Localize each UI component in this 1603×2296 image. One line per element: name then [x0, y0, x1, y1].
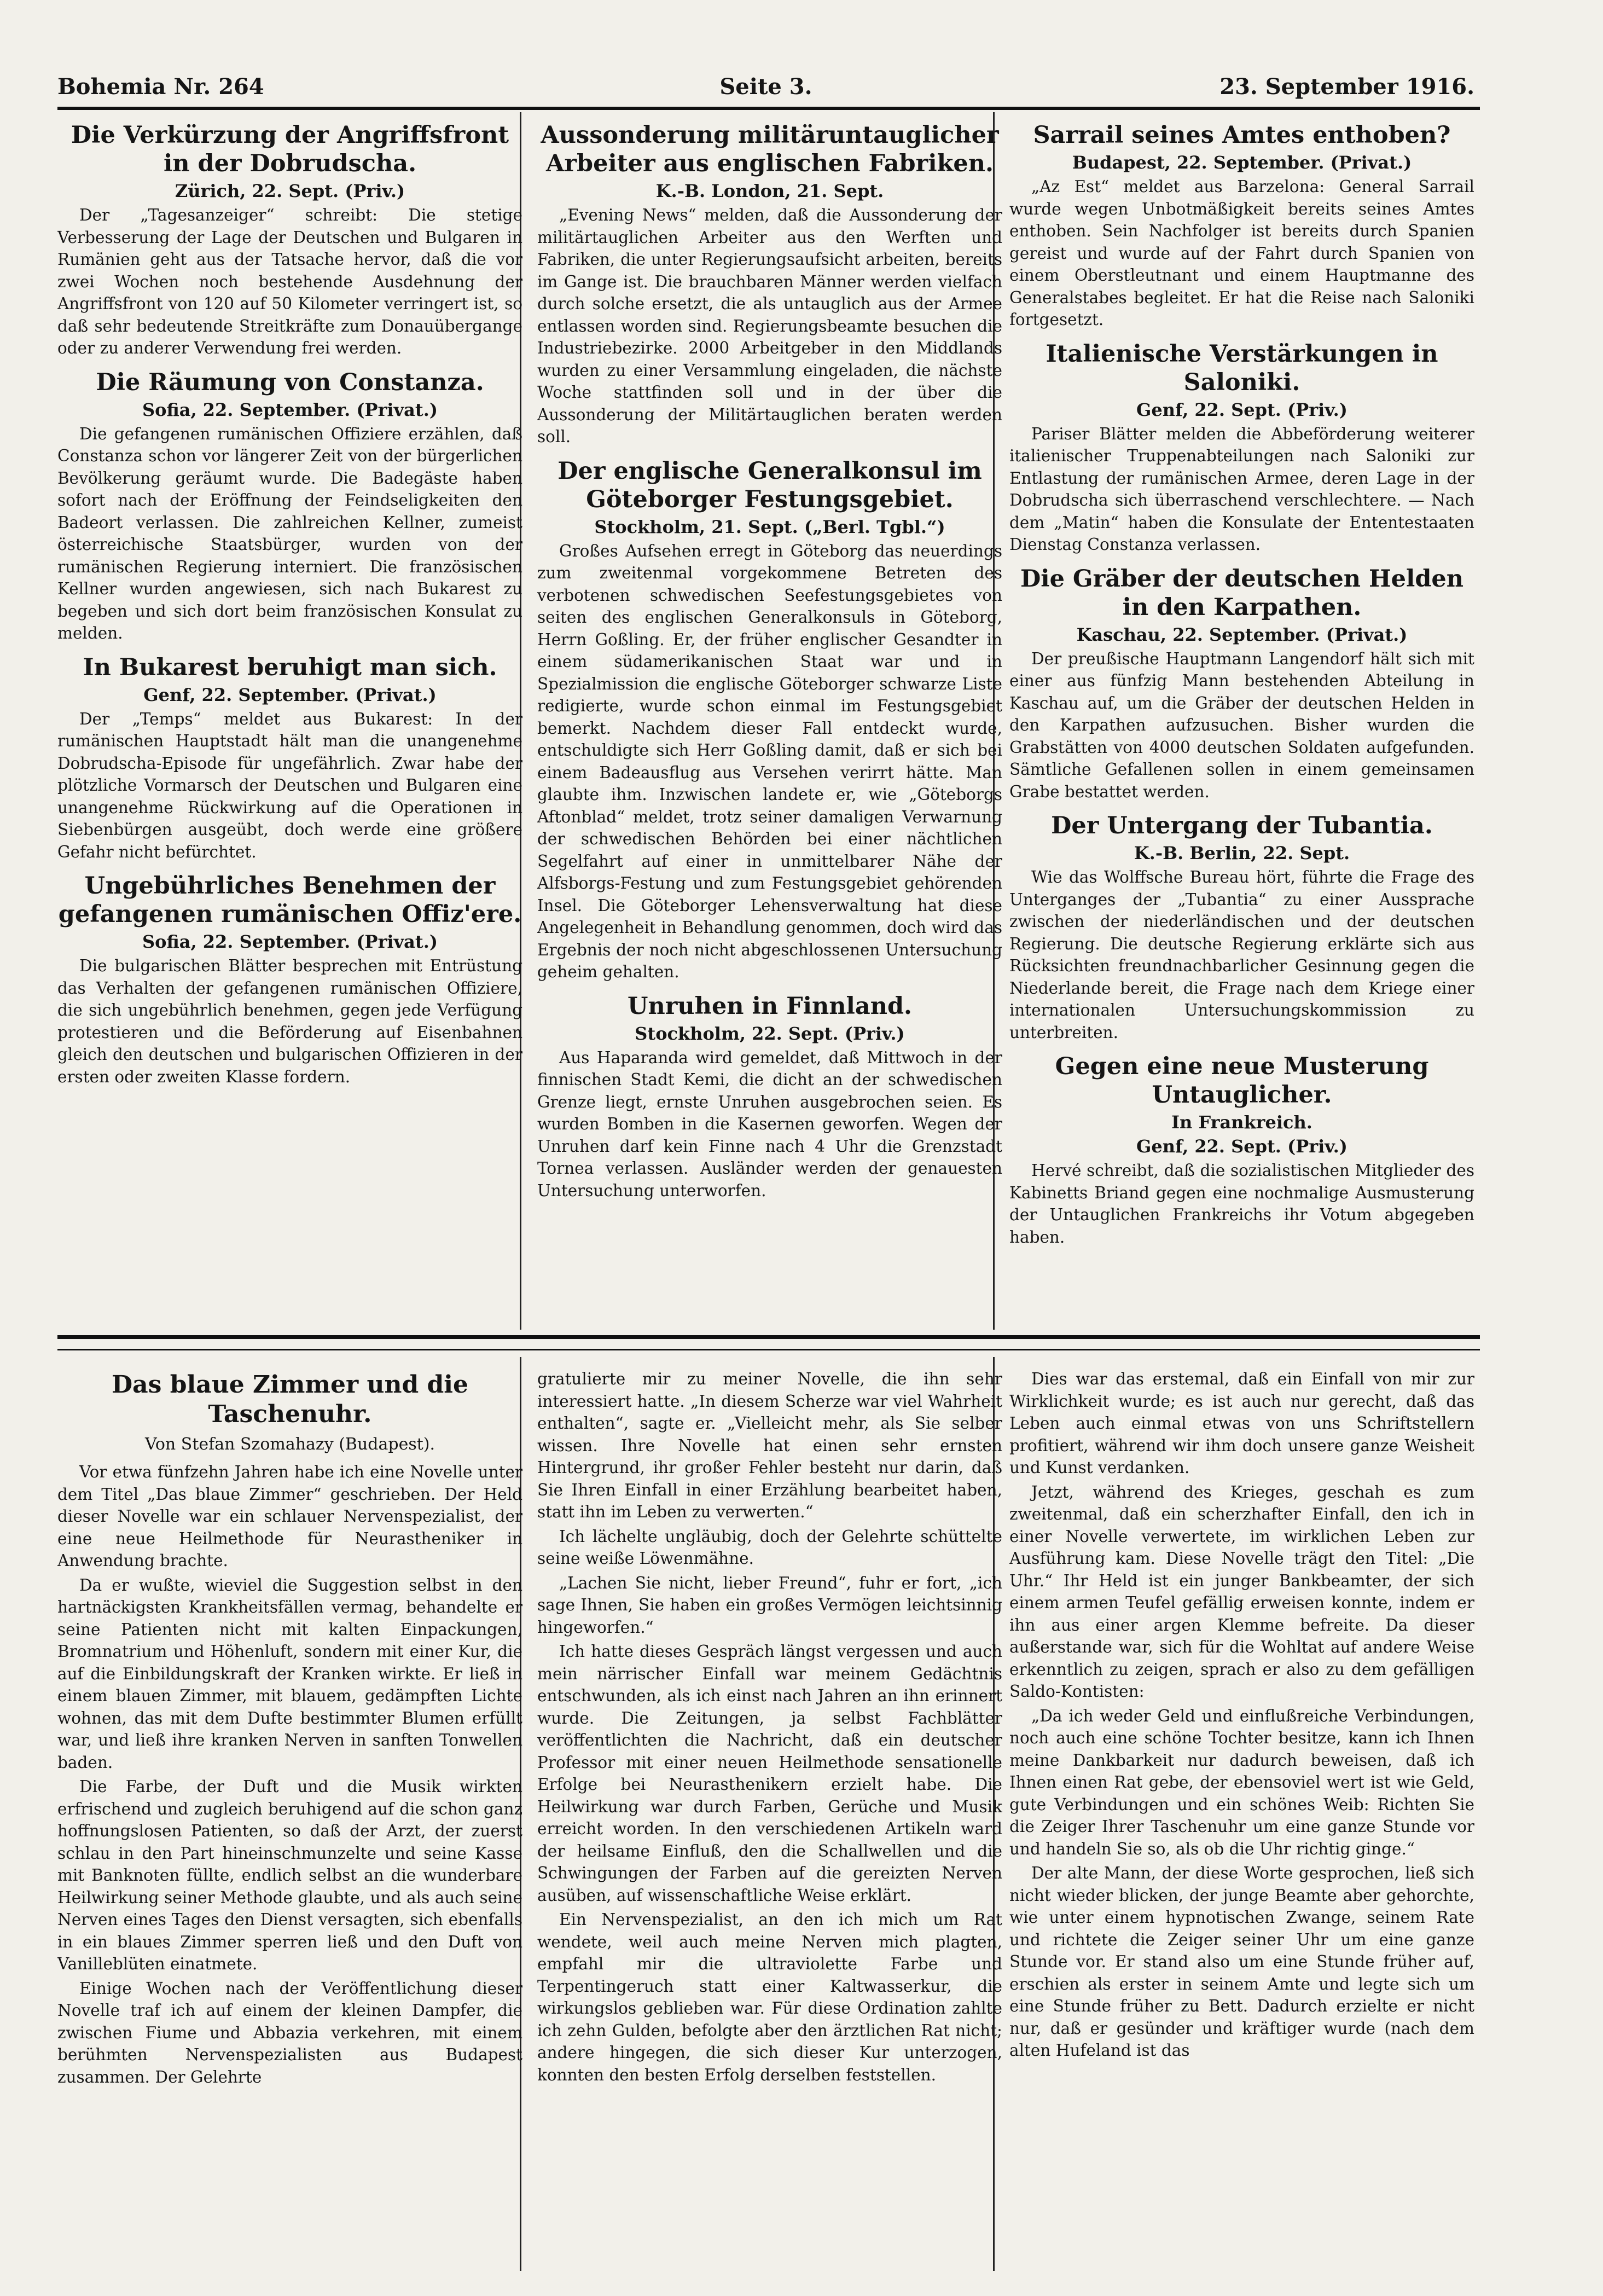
story-paragraph: Jetzt, während des Krieges, geschah es zum zweitenmal, daß ein scherzhafter Einfall, den ich in einer Novelle verwertete, im wirklichen Leben zur Ausführung kam. Diese Novelle trägt den Titel: „Die Uhr.“ Ihr Held ist ein junger Bankbeamter, der sich einem armen Teufel gefällig erweisen konnte, indem er ihn aus einer argen Klemme befreite. Da dieser außerstande war, sich für die Wohltat auf andere Weise erkenntlich zu zeigen, sprach er also zu dem gefälligen Saldo-Kontisten:	[1009, 1482, 1474, 1701]
article-subhead: In Frankreich.	[1171, 1112, 1312, 1133]
masthead	[57, 74, 1474, 107]
story-paragraph: Da er wußte, wieviel die Suggestion selbst in den hartnäckigsten Krankheitsfällen vermag, behandelte er seine Patienten nicht mit kalten Einpackungen, Bromnatrium und Höhenluft, sondern mit einer Kur, die auf die Einbildungskraft der Kranken wirkte. Er ließ in einem blauen Zimmer, mit blauem, gedämpften Lichte wohnen, das mit dem Dufte bestimmter Blumen erfüllt war, und ließ ihre kranken Nerven in sanften Tonwellen baden.	[57, 1575, 522, 1772]
page-number: Seite 3.	[719, 74, 812, 100]
story-paragraph: „Da ich weder Geld und einflußreiche Verbindungen, noch auch eine schöne Tochter besitze, kann ich Ihnen meine Dankbarkeit nur dadurch beweisen, daß ich Ihnen einen Rat gebe, der ebensoviel wert ist wie Geld, gute Verbindungen und ein schönes Weib: Richten Sie die Zeiger Ihrer Taschenuhr um eine ganze Stunde vor und handeln Sie so, als ob die Uhr richtig ginge.“	[1009, 1706, 1474, 1858]
article-body: Der „Tagesanzeiger“ schreibt: Die stetige Verbesserung der Lage der Deutschen und Bulgaren in Rumänien geht aus der Tatsache hervor, daß die vor zwei Wochen noch bestehende Ausdehnung der Angriffsfront von 120 auf 50 Kilometer verringert ist, so daß sehr bedeutende Streitkräfte zum Donauübergange oder zu anderer Verwendung frei werden.	[57, 206, 522, 357]
article	[1009, 121, 1474, 331]
article-headline: Sarrail seines Amtes enthoben?	[1033, 121, 1451, 149]
article-headline: Die Räumung von Constanza.	[96, 368, 484, 396]
article	[537, 457, 1002, 983]
story-column-3	[1009, 1368, 1474, 2265]
masthead-rule	[57, 107, 1480, 110]
article-body: Die gefangenen rumänischen Offiziere erzählen, daß Constanza schon vor längerer Zeit von der bürgerlichen Bevölkerung geräumt wurde. Die Badegäste haben sofort nach der Eröffnung der Feindseligkeiten den Badeort verlassen. Die zahlreichen Kellner, zumeist österreichische Staatsbürger, wurden von der rumänischen Regierung interniert. Die französischen Kellner wurden angewiesen, sich nach Bukarest zu begeben und sich dort beim französischen Konsulat zu melden.	[57, 424, 522, 642]
story-author: Von Stefan Szomahazy (Budapest).	[144, 1435, 435, 1454]
story-paragraph: Ich hatte dieses Gespräch längst vergessen und auch mein närrischer Einfall war meinem Gedächtnis entschwunden, als ich einst nach Jahren an ihn erinnert wurde. Die Zeitungen, ja selbst Fachblätter veröffentlichten die Nachricht, daß ein deutscher Professor mit einer neuen Heilmethode sensationelle Erfolge bei Neurasthenikern erzielt habe. Die Heilwirkung war durch Farben, Gerüche und Musik erreicht worden. In den verschiedenen Artikeln ward der heilsame Einfluß, den die Schallwellen und die Schwingungen der Farben auf die gereizten Nerven ausüben, auf wissenschaftliche Weise erklärt.	[537, 1642, 1002, 1905]
feuilleton-separator	[57, 1335, 1480, 1350]
story-column-2	[537, 1368, 1002, 2265]
article-headline: Der Untergang der Tubantia.	[1051, 812, 1433, 839]
article-body: „Evening News“ melden, daß die Aussonderung der militärtauglichen Arbeiter aus den Werften und Fabriken, die unter Regierungsaufsicht arbeiten, bereits im Gange ist. Die brauchbaren Männer werden vielfach durch solche ersetzt, die als untauglich aus der Armee entlassen worden sind. Regierungsbeamte besuchen die Industriebezirke. 2000 Arbeitgeber in den Middlands wurden zu einer Versammlung eingeladen, die nächste Woche stattfinden soll und in der über die Aussonderung der Militärtauglichen beraten werden soll.	[537, 206, 1002, 446]
story-paragraph: Ein Nervenspezialist, an den ich mich um Rat wendete, weil auch meine Nerven mich plagten, empfahl mir die ultraviolette Farbe und Terpentingeruch statt einer Kaltwasserkur, die wirkungslos geblieben war. Für diese Ordination zahlte ich zehn Gulden, befolgte aber den ärztlichen Rat nicht; andere hingegen, die sich dieser Kur unterzogen, konnten den besten Erfolg derselben feststellen.	[537, 1910, 1002, 2084]
story-paragraph: Vor etwa fünfzehn Jahren habe ich eine Novelle unter dem Titel „Das blaue Zimmer“ geschrieben. Der Held dieser Novelle war ein schlauer Nervenspezialist, der eine neue Heilmethode für Neurastheniker in Anwendung brachte.	[57, 1463, 522, 1570]
story-paragraph: gratulierte mir zu meiner Novelle, die ihn sehr interessiert hatte. „In diesem Scherze war viel Wahrheit enthalten“, sagte er. „Vielleicht mehr, als Sie selber wissen. Ihre Novelle hat einen sehr ernsten Hintergrund, ihr großer Fehler besteht nur darin, daß Sie Ihren Einfall in einer Erzählung bearbeitet haben, statt ihn im Leben zu verwerten.“	[537, 1370, 1002, 1521]
article-dateline: Sofia, 22. September. (Privat.)	[142, 931, 438, 952]
article-dateline: Stockholm, 22. Sept. (Priv.)	[635, 1023, 905, 1044]
article	[57, 653, 522, 863]
article-headline: Italienische Verstärkungen in Saloniki.	[1046, 340, 1438, 396]
article-body: Der „Temps“ meldet aus Bukarest: In der rumänischen Hauptstadt hält man die unangenehme Dobrudscha-Episode für ungefährlich. Zwar habe der plötzliche Vormarsch der Deutschen und Bulgaren eine unangenehme Rückwirkung auf die Operationen in Siebenbürgen ausgeübt, doch werde eine größere Gefahr nicht befürchtet.	[57, 709, 522, 861]
article-dateline: Stockholm, 21. Sept. („Berl. Tgbl.“)	[594, 516, 945, 537]
article	[1009, 811, 1474, 1043]
article-headline: Gegen eine neue Musterung Untauglicher.	[1055, 1053, 1429, 1109]
article-dateline: Budapest, 22. September. (Privat.)	[1072, 152, 1412, 173]
article	[57, 368, 522, 645]
article-body: Hervé schreibt, daß die sozialistischen Mitglieder des Kabinetts Briand gegen eine nochmalige Ausmusterung der Untauglichen Frankreichs ihr Votum abgegeben haben.	[1009, 1161, 1474, 1246]
article-body: Aus Haparanda wird gemeldet, daß Mittwoch in der finnischen Stadt Kemi, die dicht an der schwedischen Grenze liegt, ernste Unruhen ausgebrochen seien. Es wurden Bomben in die Kasernen geworfen. Wegen der Unruhen darf kein Finne nach 4 Uhr die Grenzstadt Tornea verlassen. Ausländer werden der genauesten Untersuchung unterworfen.	[537, 1048, 1002, 1200]
article-headline: Die Gräber der deutschen Helden in den Karpathen.	[1020, 565, 1464, 621]
article	[1009, 565, 1474, 803]
story-column-1	[57, 1368, 522, 2265]
article-body: Die bulgarischen Blätter besprechen mit Entrüstung das Verhalten der gefangenen rumänischen Offiziere, die sich ungebührlich benehmen, gegen jede Verfügung protestieren und die Beförderung auf Eisenbahnen gleich den deutschen und bulgarischen Offizieren in der ersten oder zweiten Klasse fordern.	[57, 956, 522, 1086]
article-dateline: Genf, 22. September. (Privat.)	[143, 684, 437, 705]
article-body: Pariser Blätter melden die Abbeförderung weiterer italienischer Truppenabteilungen nach Saloniki zur Entlastung der rumänischen Armee, deren Lage in der Dobrudscha sich überraschend verschlechtere. — Nach dem „Matin“ haben die Konsulate der Ententestaaten Dienstag Constanza verlassen.	[1009, 424, 1474, 554]
article-dateline: K.-B. London, 21. Sept.	[655, 181, 884, 201]
issue-label: Bohemia Nr. 264	[57, 74, 264, 100]
article-headline: Ungebührliches Benehmen der gefangenen rumänischen Offiz'ere.	[58, 872, 522, 928]
article	[57, 872, 522, 1088]
story-paragraph: Dies war das erstemal, daß ein Einfall von mir zur Wirklichkeit wurde; es ist auch nur gerecht, daß das Leben auch einmal etwas von uns Schriftstellern profitiert, während wir ihm doch unsere ganze Weisheit und Kunst verdanken.	[1009, 1370, 1474, 1477]
article-dateline: Zürich, 22. Sept. (Priv.)	[175, 181, 405, 201]
article-body: Wie das Wolffsche Bureau hört, führte die Frage des Unterganges der „Tubantia“ zu einer Aussprache zwischen der niederländischen und der deutschen Regierung. Die deutsche Regierung erklärte sich aus Rücksichten freundnachbarlicher Gesinnung gegen die Niederlande bereit, die Frage nach dem Kriege einer internationalen Untersuchungskommission zu unterbreiten.	[1009, 868, 1474, 1042]
article-headline: Aussonderung militäruntauglicher Arbeiter aus englischen Fabriken.	[541, 121, 999, 177]
article-dateline: Genf, 22. Sept. (Priv.)	[1136, 1136, 1348, 1157]
article-headline: Die Verkürzung der Angriffsfront in der Dobrudscha.	[71, 121, 509, 177]
article-headline: Der englische Generalkonsul im Göteborger Festungsgebiet.	[557, 457, 982, 513]
story-paragraph: Die Farbe, der Duft und die Musik wirkten erfrischend und zugleich beruhigend auf die schon ganz hoffnungslosen Patienten, so daß der Arzt, der zuerst schlau in den Part hineinschmunzelte und seine Kasse mit Banknoten füllte, endlich selbst an die wunderbare Heilwirkung seiner Methode glaubte, und als auch seine Nerven eines Tages den Dienst versagten, sich ebenfalls in ein blaues Zimmer sperren ließ und den Duft von Vanilleblüten einatmete.	[57, 1777, 522, 1973]
article-body: Großes Aufsehen erregt in Göteborg das neuerdings zum zweitenmal vorgekommene Betreten des verbotenen schwedischen Seefestungsgebietes von seiten des englischen Generalkonsuls in Göteborg, Herrn Goßling. Er, der früher englischer Gesandter in einem südamerikanischen Staat war und in Spezialmission die englische Göteborger schwarze Liste redigierte, wurde schon einmal im Festungsgebiet bemerkt. Nachdem dieser Fall entdeckt wurde, entschuldigte sich Herr Goßling damit, daß er sich bei einem Badeausflug aus Versehen verirrt hätte. Man glaubte ihm. Inzwischen landete er, wie „Göteborgs Aftonblad“ meldet, trotz seiner damaligen Verwarnung der schwedischen Behörden bei einer nächtlichen Segelfahrt auf einer in unmittelbarer Nähe der Alfsborgs-Festung und zum Festungsgebiet gehörenden Insel. Die Göteborger Lehensverwaltung hat diese Angelegenheit in Behandlung genommen, doch wird das Ergebnis der noch nicht abgeschlossenen Untersuchung geheim gehalten.	[537, 541, 1002, 981]
article-dateline: Sofia, 22. September. (Privat.)	[142, 399, 438, 420]
article-body: „Az Est“ meldet aus Barzelona: General Sarrail wurde wegen Unbotmäßigkeit bereits seines Amtes enthoben. Sein Nachfolger ist bereits durch Spanien gereist und wurde auf der Fahrt durch Spanien von einem Oberstleutnant und einem Hauptmanne des Generalstabes begleitet. Er hat die Reise nach Saloniki fortgesetzt.	[1009, 177, 1474, 329]
article	[1009, 340, 1474, 556]
story-paragraph: „Lachen Sie nicht, lieber Freund“, fuhr er fort, „ich sage Ihnen, Sie haben ein großes Vermögen leichtsinnig hingeworfen.“	[537, 1573, 1002, 1637]
news-column-2	[537, 118, 1002, 1330]
article-dateline: Genf, 22. Sept. (Priv.)	[1136, 399, 1348, 420]
article-body: Der preußische Hauptmann Langendorf hält sich mit einer aus fünfzig Mann bestehenden Abteilung in Kaschau auf, um die Gräber der deutschen Helden in den Karpathen aufzusuchen. Bisher wurden die Grabstätten von 4000 deutschen Soldaten aufgefunden. Sämtliche Gefallenen sollen in einem gemeinsamen Grabe bestattet werden.	[1009, 649, 1474, 801]
story-paragraph: Der alte Mann, der diese Worte gesprochen, ließ sich nicht wieder blicken, der junge Beamte aber gehorchte, wie unter einem hypnotischen Zwange, seinem Rate und richtete die Zeiger seiner Uhr um eine ganze Stunde vor. Er stand also um eine Stunde früher auf, erschien als erster in seinem Amte und legte sich um eine Stunde früher zu Bett. Dadurch erzielte er nicht nur, daß er gesünder und kräftiger wurde (nach dem alten Hufeland ist das	[1009, 1864, 1474, 2060]
article	[537, 992, 1002, 1202]
article-headline: Unruhen in Finnland.	[628, 992, 912, 1020]
story-paragraph: Ich lächelte ungläubig, doch der Gelehrte schüttelte seine weiße Löwenmähne.	[537, 1527, 1002, 1568]
article	[1009, 1052, 1474, 1248]
news-column-1	[57, 118, 522, 1330]
story-paragraph: Einige Wochen nach der Veröffentlichung dieser Novelle traf ich auf einem der kleinen Dampfer, die zwischen Fiume und Abbazia verkehren, mit einem berühmten Nervenspezialisten aus Budapest zusammen. Der Gelehrte	[57, 1979, 522, 2086]
article	[57, 121, 522, 360]
article-headline: In Bukarest beruhigt man sich.	[83, 653, 497, 681]
article-dateline: Kaschau, 22. September. (Privat.)	[1076, 624, 1408, 645]
story-title: Das blaue Zimmer und die Taschenuhr.	[111, 1371, 469, 1428]
article-dateline: K.-B. Berlin, 22. Sept.	[1134, 843, 1350, 863]
issue-date: 23. September 1916.	[1219, 74, 1474, 100]
article	[537, 121, 1002, 448]
news-column-3	[1009, 118, 1474, 1330]
